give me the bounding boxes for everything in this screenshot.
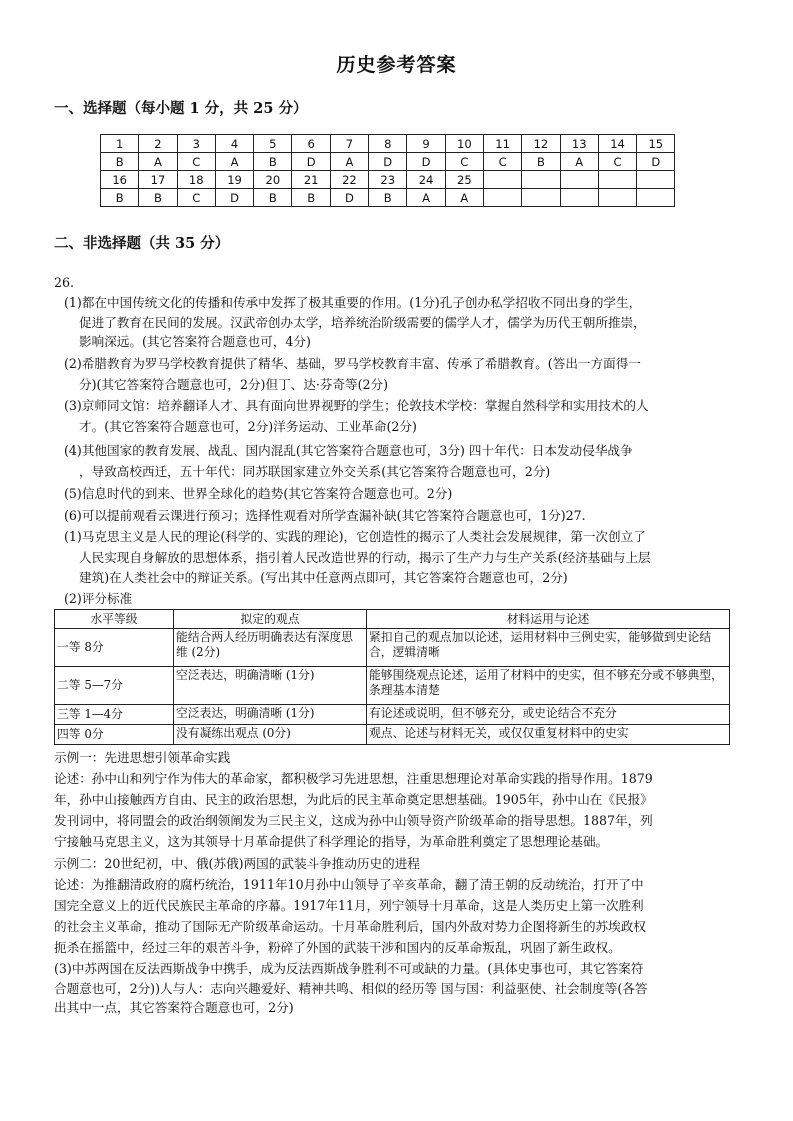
section-choice-heading: 一、选择题（每小题 1 分，共 25 分） xyxy=(54,100,308,117)
answer-cell: 22 xyxy=(330,171,368,189)
answer-cell: 14 xyxy=(598,135,636,153)
example-line: 扼杀在摇篮中，经过三年的艰苦斗争，粉碎了外国的武装干涉和国内的反革命叛乱，巩固了新生政权。 xyxy=(54,940,621,955)
answer-cell: A xyxy=(330,153,368,171)
example-line: 示例一：先进思想引领革命实践 xyxy=(54,750,231,765)
answer-cell: 25 xyxy=(445,171,483,189)
answer-cell: D xyxy=(215,189,253,207)
answer-cell: 16 xyxy=(101,171,139,189)
answer-cell: 13 xyxy=(560,135,598,153)
page-title: 历史参考答案 xyxy=(336,54,457,76)
answer-cell: 2 xyxy=(139,135,177,153)
example-line: 合题意也可，2分))人与人：志向兴趣爱好、精神共鸣、相似的经历等 国与国：利益驱使、社会制度等(各答 xyxy=(54,981,648,996)
answer-cell: B xyxy=(522,153,560,171)
answer-line: (2)评分标准 xyxy=(64,591,133,606)
criteria-row xyxy=(55,629,730,667)
answer-cell: B xyxy=(254,153,292,171)
answer-cell: D xyxy=(637,153,675,171)
answer-cell: 11 xyxy=(483,135,521,153)
choice-answer-table xyxy=(100,134,675,207)
answer-cell: 15 xyxy=(637,135,675,153)
answer-cell: A xyxy=(407,189,445,207)
answer-cell: D xyxy=(292,153,330,171)
answer-cell: 3 xyxy=(177,135,215,153)
answer-line: 才。(其它答案符合题意也可，2分)洋务运动、工业革命(2分) xyxy=(79,419,417,434)
example-line: 国完全意义上的近代民族民主革命的序幕。1917年11月，列宁领导十月革命，这是人类历史上第一次胜利 xyxy=(54,898,644,913)
answer-cell: 6 xyxy=(292,135,330,153)
answer-cell: C xyxy=(598,153,636,171)
answer-cell xyxy=(522,189,560,207)
answer-cell: C xyxy=(445,153,483,171)
answer-cell: C xyxy=(483,153,521,171)
answer-cell: 24 xyxy=(407,171,445,189)
answer-cell: C xyxy=(177,153,215,171)
criteria-cell: 空泛表达，明确清晰 (1分) xyxy=(174,705,367,725)
answer-cell: C xyxy=(177,189,215,207)
answer-line: ，导致高校西迁，五十年代：同苏联国家建立外交关系(其它答案符合题意也可，2分) xyxy=(79,464,551,479)
example-line: (3)中苏两国在反法西斯战争中携手，成为反法西斯战争胜利不可或缺的力量。(具体史事也可，其它答案符 xyxy=(54,961,644,976)
answer-table-row xyxy=(101,171,675,189)
criteria-header: 材料运用与论述 xyxy=(367,610,730,629)
answer-line: (1)马克思主义是人民的理论(科学的、实践的理论)，它创造性的揭示了人类社会发展规律，第一次创立了 xyxy=(64,529,646,544)
answer-line: (5)信息时代的到来、世界全球化的趋势(其它答案符合题意也可。2分) xyxy=(64,486,453,501)
answer-cell: 7 xyxy=(330,135,368,153)
answer-line: 建筑)在人类社会中的辩证关系。(写出其中任意两点即可，其它答案符合题意也可，2分) xyxy=(79,570,568,585)
answer-cell: A xyxy=(139,153,177,171)
answer-line: 促进了教育在民间的发展。汉武帝创办太学，培养统治阶级需要的儒学人才，儒学为历代王朝所推崇， xyxy=(79,315,646,330)
answer-cell: 8 xyxy=(369,135,407,153)
answer-cell xyxy=(483,189,521,207)
answer-cell: A xyxy=(445,189,483,207)
answer-cell: B xyxy=(254,189,292,207)
section-nonchoice-heading: 二、非选择题（共 35 分） xyxy=(54,235,230,252)
answer-cell: 5 xyxy=(254,135,292,153)
example-line: 出其中一点，其它答案符合题意也可，2分) xyxy=(54,1000,294,1015)
answer-cell: 10 xyxy=(445,135,483,153)
criteria-header: 水平等级 xyxy=(55,610,174,629)
answer-cell: D xyxy=(330,189,368,207)
answer-cell: 20 xyxy=(254,171,292,189)
answer-cell: D xyxy=(407,153,445,171)
answer-line: (6)可以提前观看云课进行预习；选择性观看对所学查漏补缺(其它答案符合题意也可，1分)27. xyxy=(64,508,586,523)
answer-cell xyxy=(522,171,560,189)
answer-cell xyxy=(598,189,636,207)
answer-cell xyxy=(637,189,675,207)
answer-cell: B xyxy=(139,189,177,207)
answer-cell: B xyxy=(369,189,407,207)
criteria-header: 拟定的观点 xyxy=(174,610,367,629)
criteria-cell: 能够围绕观点论述，运用了材料中的史实，但不够充分或不够典型，条理基本清楚 xyxy=(367,667,730,705)
criteria-cell: 二等 5—7分 xyxy=(55,667,174,705)
answer-line: 26. xyxy=(54,275,75,290)
answer-cell: 23 xyxy=(369,171,407,189)
answer-line: (4)其他国家的教育发展、战乱、国内混乱(其它答案符合题意也可，3分) 四十年代：日本发动侵华战争 xyxy=(64,443,633,458)
example-line: 论述：为推翻清政府的腐朽统治，1911年10月孙中山领导了辛亥革命，翻了清王朝的反动统治，打开了中 xyxy=(54,877,644,892)
answer-cell xyxy=(483,171,521,189)
example-line: 宁接触马克思主义，这为其领导十月革命提供了科学理论的指导，为革命胜利奠定了思想理论基础。 xyxy=(54,834,609,849)
criteria-cell: 能结合两人经历明确表达有深度思维 (2分) xyxy=(174,629,367,667)
answer-cell xyxy=(560,189,598,207)
answer-line: 影响深远。(其它答案符合题意也可，4分) xyxy=(79,334,311,349)
answer-cell: D xyxy=(369,153,407,171)
answer-cell: B xyxy=(101,153,139,171)
answer-cell: A xyxy=(560,153,598,171)
answer-cell: 19 xyxy=(215,171,253,189)
answer-cell: B xyxy=(101,189,139,207)
answer-cell: 17 xyxy=(139,171,177,189)
answer-line: (1)都在中国传统文化的传播和传承中发挥了极其重要的作用。(1分)孔子创办私学招收不同出身的学生， xyxy=(64,295,642,310)
criteria-cell: 观点、论述与材料无关，或仅仅重复材料中的史实 xyxy=(367,725,730,745)
criteria-cell: 没有凝练出观点 (0分) xyxy=(174,725,367,745)
answer-cell xyxy=(637,171,675,189)
example-line: 示例二：20世纪初，中、俄(苏俄)两国的武装斗争推动历史的进程 xyxy=(54,856,420,871)
criteria-header-row xyxy=(55,610,730,629)
answer-cell: 4 xyxy=(215,135,253,153)
example-line: 的社会主义革命，推动了国际无产阶级革命运动。十月革命胜利后，国内外敌对势力企图将新生的苏埃政权 xyxy=(54,919,646,934)
criteria-cell: 三等 1—4分 xyxy=(55,705,174,725)
answer-line: (3)京师同文馆：培养翻译人才、具有面向世界视野的学生；伦敦技术学校：掌握自然科学和实用技术的人 xyxy=(64,398,649,413)
criteria-row xyxy=(55,667,730,705)
answer-table-row xyxy=(101,153,675,171)
criteria-cell: 空泛表达，明确清晰 (1分) xyxy=(174,667,367,705)
answer-cell xyxy=(560,171,598,189)
criteria-cell: 紧扣自己的观点加以论述，运用材料中三例史实，能够做到史论结合，逻辑清晰 xyxy=(367,629,730,667)
answer-cell: B xyxy=(292,189,330,207)
criteria-row xyxy=(55,705,730,725)
answer-cell: 12 xyxy=(522,135,560,153)
answer-cell: 18 xyxy=(177,171,215,189)
answer-table-row xyxy=(101,135,675,153)
example-line: 论述：孙中山和列宁作为伟大的革命家，都积极学习先进思想，注重思想理论对革命实践的指导作用。1879 xyxy=(54,771,653,786)
answer-line: (2)希腊教育为罗马学校教育提供了精华、基础，罗马学校教育丰富、传承了希腊教育。(答出一方面得一 xyxy=(64,356,641,371)
answer-cell: A xyxy=(215,153,253,171)
example-line: 发刊词中，将同盟会的政治纲领阐发为三民主义，这成为孙中山领导资产阶级革命的指导思想。1887年，列 xyxy=(54,813,653,828)
criteria-cell: 四等 0分 xyxy=(55,725,174,745)
criteria-cell: 有论述或说明，但不够充分，或史论结合不充分 xyxy=(367,705,730,725)
example-line: 年，孙中山接触西方自由、民主的政治思想，为此后的民主革命奠定思想基础。1905年，孙中山在《民报》 xyxy=(54,792,653,807)
scoring-criteria-table xyxy=(54,609,730,745)
answer-line: 分)(其它答案符合题意也可，2分)但丁、达·芬奇等(2分) xyxy=(79,377,389,392)
criteria-row xyxy=(55,725,730,745)
answer-cell: 21 xyxy=(292,171,330,189)
answer-cell xyxy=(598,171,636,189)
answer-cell: 9 xyxy=(407,135,445,153)
criteria-cell: 一等 8分 xyxy=(55,629,174,667)
answer-cell: 1 xyxy=(101,135,139,153)
answer-line: 人民实现自身解放的思想体系，指引着人民改造世界的行动，揭示了生产力与生产关系(经济基础与上层 xyxy=(79,550,651,565)
answer-table-row xyxy=(101,189,675,207)
